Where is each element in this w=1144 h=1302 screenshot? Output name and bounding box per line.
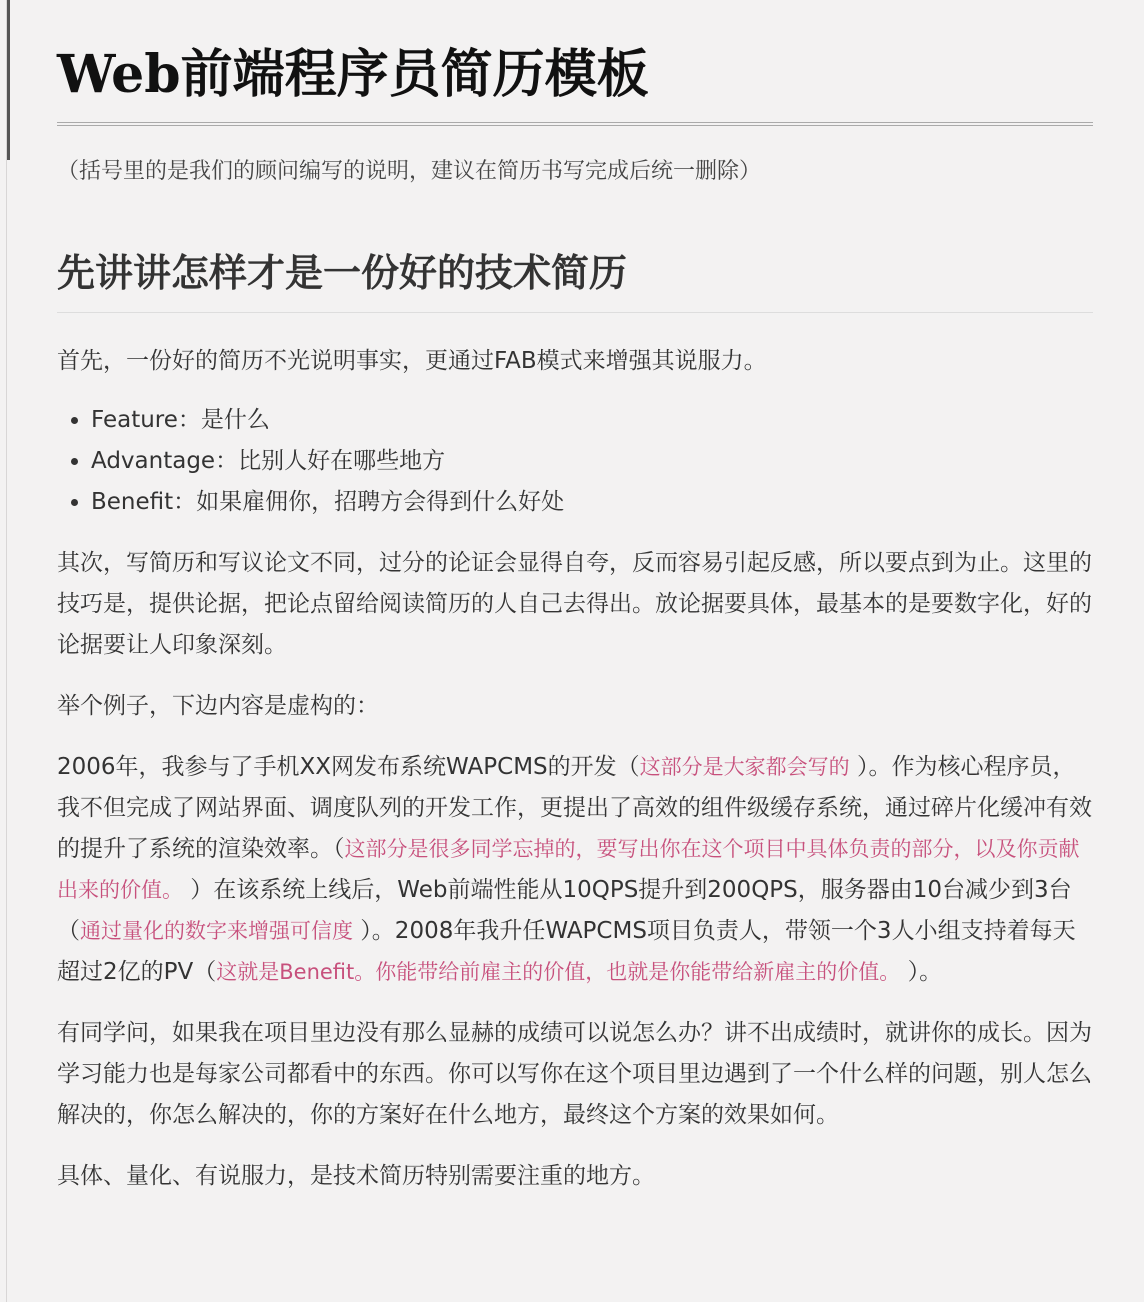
section-heading: 先讲讲怎样才是一份好的技术简历 — [57, 248, 1093, 313]
left-edge-marker — [7, 0, 10, 160]
highlight-note: 这部分是很多同学忘掉的，要写出你在这个项目中具体负责的部分，以及你贡献出来的价值。 — [57, 837, 1080, 902]
example-text: 2006年，我参与了手机XX网发布系统WAPCMS的开发（ — [57, 754, 640, 780]
document-content — [57, 0, 1093, 1197]
example-text: ）。作为核心程序员，我不但完成了网站界面、调度队列的开发工作，更提出了高效的组件级缓存系统，通过碎片化缓冲有效的提升了系统的渲染效率。（ — [57, 754, 1092, 862]
second-paragraph: 其次，写简历和写议论文不同，过分的论证会显得自夸，反而容易引起反感，所以要点到为止。这里的技巧是，提供论据，把论点留给阅读简历的人自己去得出。放论据要具体，最基本的是要数字化，好的论据要让人印象深刻。 — [57, 550, 1092, 658]
summary-paragraph: 具体、量化、有说服力，是技术简历特别需要注重的地方。 — [57, 1163, 655, 1189]
highlight-note-mono: 这就是Benefit — [216, 960, 355, 984]
fab-list — [57, 400, 1093, 523]
intro-paragraph: 首先，一份好的简历不光说明事实，更通过FAB模式来增强其说服力。 — [57, 348, 767, 374]
list-item: • Benefit：如果雇佣你，招聘方会得到什么好处 — [91, 482, 1093, 523]
example-paragraph — [57, 747, 1093, 993]
example-text: ）。 — [900, 959, 943, 985]
highlight-note: 通过量化的数字来增强可信度 — [80, 919, 353, 943]
example-text: ）。2008年我升任WAPCMS项目负责人，带领一个3人小组支持着每天超过2亿的PV（ — [57, 918, 1076, 985]
page-title: Web前端程序员简历模板 — [57, 40, 1093, 126]
document-page — [6, 0, 1143, 1302]
example-intro: 举个例子，下边内容是虚构的： — [57, 693, 379, 719]
growth-paragraph: 有同学问，如果我在项目里边没有那么显赫的成绩可以说怎么办？讲不出成绩时，就讲你的成长。因为学习能力也是每家公司都看中的东西。你可以写你在这个项目里边遇到了一个什么样的问题，别人怎么解决的，你怎么解决的，你的方案好在什么地方，最终这个方案的效果如何。 — [57, 1020, 1092, 1128]
highlight-note: 这部分是大家都会写的 — [639, 755, 850, 779]
advisor-note: （括号里的是我们的顾问编写的说明，建议在简历书写完成后统一删除） — [57, 159, 762, 184]
list-item: • Feature：是什么 — [91, 400, 1093, 441]
example-text: ）在该系统上线后，Web前端性能从10QPS提升到200QPS，服务器由10台减少到3台（ — [57, 877, 1072, 944]
list-item: • Advantage：比别人好在哪些地方 — [91, 441, 1093, 482]
highlight-note: 。你能带给前雇主的价值，也就是你能带给新雇主的价值。 — [354, 960, 901, 984]
